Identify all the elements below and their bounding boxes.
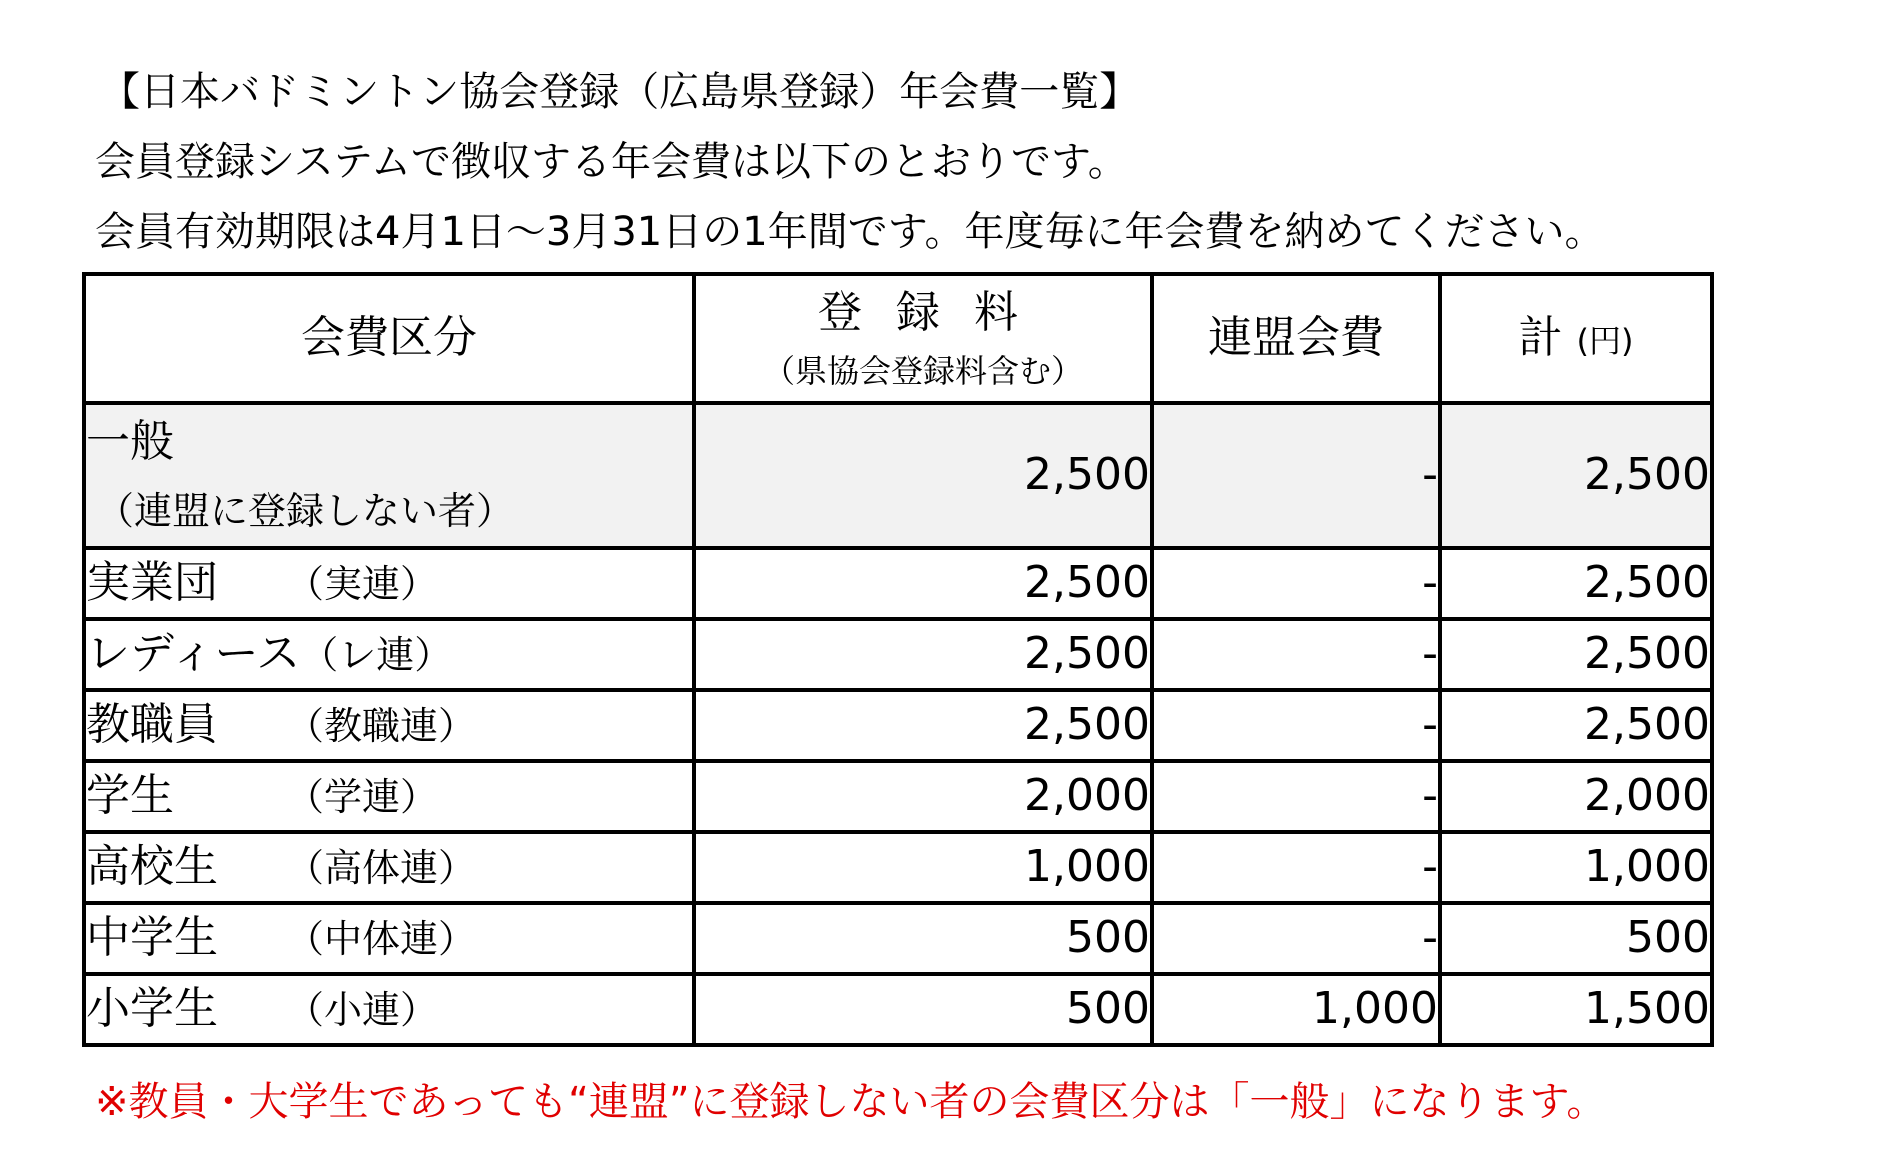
total-fee: 1,000 — [1440, 832, 1712, 903]
header-registration — [694, 274, 1152, 403]
header-total-unit: (円) — [1576, 322, 1634, 361]
table-row — [84, 403, 1712, 548]
category-label: レディース — [86, 628, 301, 680]
category-label: 中学生 — [86, 912, 218, 964]
total-fee: 2,500 — [1440, 403, 1712, 548]
category-cell — [84, 403, 694, 548]
category-cell — [84, 761, 694, 832]
federation-label: （小連） — [286, 988, 439, 1033]
category-cell — [84, 974, 694, 1045]
header-total — [1440, 274, 1712, 403]
table-row — [84, 974, 1712, 1045]
category-cell — [84, 548, 694, 619]
federation-label: （学連） — [286, 775, 439, 820]
total-fee: 1,500 — [1440, 974, 1712, 1045]
federation-fee: - — [1152, 619, 1440, 690]
federation-label: （教職連） — [286, 704, 477, 749]
intro-text: 会員登録システムで徴収する年会費は以下のとおりです。 — [95, 139, 1128, 185]
federation-fee: - — [1152, 832, 1440, 903]
total-fee: 500 — [1440, 903, 1712, 974]
category-cell — [84, 903, 694, 974]
federation-fee: - — [1152, 403, 1440, 548]
registration-fee: 2,000 — [694, 761, 1152, 832]
category-cell — [84, 619, 694, 690]
validity-text: 会員有効期限は4月1日～3月31日の1年間です。年度毎に年会費を納めてください。 — [95, 209, 1605, 255]
category-label: 学生 — [86, 770, 174, 822]
total-fee: 2,500 — [1440, 690, 1712, 761]
federation-fee: - — [1152, 548, 1440, 619]
table-row — [84, 690, 1712, 761]
header-total-label: 計 — [1518, 312, 1563, 364]
table-row — [84, 619, 1712, 690]
category-cell — [84, 690, 694, 761]
federation-label: （高体連） — [286, 846, 477, 891]
total-fee: 2,500 — [1440, 619, 1712, 690]
document-title: 【日本バドミントン協会登録（広島県登録）年会費一覧】 — [100, 69, 1140, 115]
federation-fee: - — [1152, 903, 1440, 974]
federation-label: （中体連） — [286, 917, 477, 962]
category-label: 高校生 — [86, 841, 218, 893]
federation-label: （連盟に登録しない者） — [96, 489, 515, 534]
header-registration-note: （県協会登録料含む） — [762, 351, 1083, 390]
category-label: 実業団 — [86, 557, 218, 609]
registration-fee: 2,500 — [694, 690, 1152, 761]
federation-label: （実連） — [286, 562, 439, 607]
registration-fee: 500 — [694, 903, 1152, 974]
registration-fee: 2,500 — [694, 403, 1152, 548]
table-row — [84, 761, 1712, 832]
header-federation: 連盟会費 — [1152, 274, 1440, 403]
federation-fee: 1,000 — [1152, 974, 1440, 1045]
footnote: ※教員・大学生であっても“連盟”に登録しない者の会費区分は「一般」になります。 — [95, 1079, 1607, 1125]
registration-fee: 2,500 — [694, 548, 1152, 619]
table-row — [84, 832, 1712, 903]
total-fee: 2,000 — [1440, 761, 1712, 832]
header-category: 会費区分 — [84, 274, 694, 403]
total-fee: 2,500 — [1440, 548, 1712, 619]
category-label: 教職員 — [86, 699, 218, 751]
federation-label: （レ連） — [300, 633, 453, 678]
registration-fee: 2,500 — [694, 619, 1152, 690]
header-registration-label: 登 録 料 — [818, 286, 1028, 338]
category-cell — [84, 832, 694, 903]
federation-fee: - — [1152, 690, 1440, 761]
fee-table — [82, 272, 1714, 1047]
table-row — [84, 903, 1712, 974]
federation-fee: - — [1152, 761, 1440, 832]
table-row — [84, 548, 1712, 619]
category-label: 小学生 — [86, 983, 218, 1035]
category-label: 一般 — [86, 416, 174, 468]
table-header-row — [84, 274, 1712, 403]
registration-fee: 500 — [694, 974, 1152, 1045]
registration-fee: 1,000 — [694, 832, 1152, 903]
